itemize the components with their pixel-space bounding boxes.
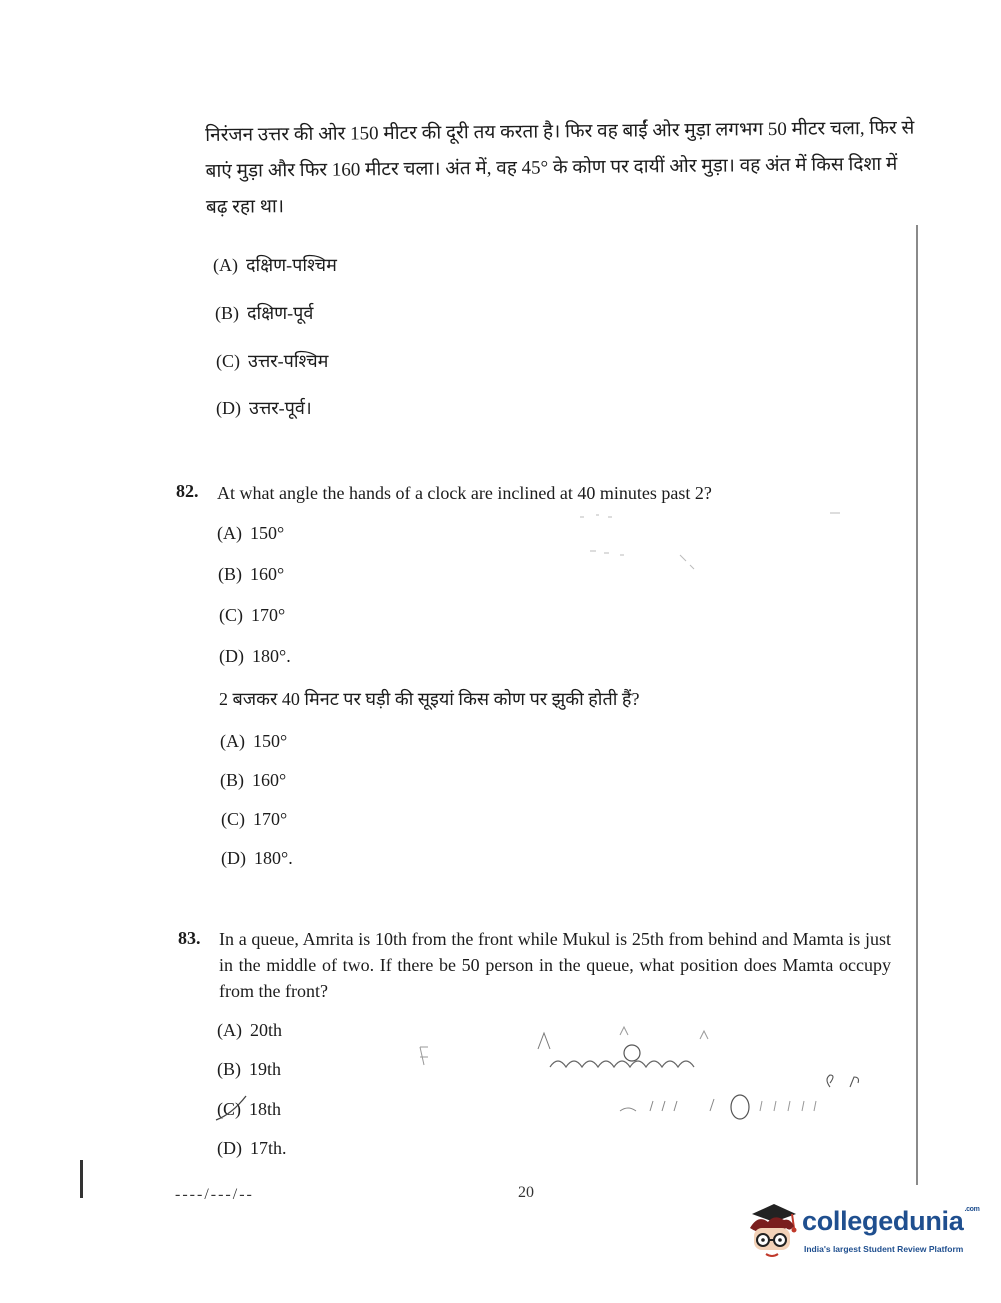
brand-suffix: .com	[964, 1206, 980, 1213]
collegedunia-watermark	[742, 1198, 980, 1264]
question-82-number: 82.	[176, 481, 199, 501]
q82-en-option-c	[219, 603, 285, 627]
answer-tick-mark	[212, 1090, 272, 1126]
option-label: (C)	[221, 809, 245, 829]
margin-rule-right	[916, 225, 918, 1185]
option-text: 170°	[251, 605, 286, 625]
option-label: (D)	[217, 1138, 242, 1158]
option-label: (A)	[217, 1020, 242, 1040]
q82-hi-option-b	[220, 768, 286, 792]
collegedunia-logo-icon	[742, 1198, 802, 1264]
question-82-text-en: At what angle the hands of a clock are inclined at 40 minutes past 2?	[217, 483, 712, 503]
option-label: (B)	[220, 770, 244, 790]
option-text: 180°.	[254, 848, 293, 868]
option-label: (B)	[218, 564, 242, 584]
option-text: दक्षिण-पश्चिम	[246, 255, 337, 275]
option-text: 150°	[250, 523, 285, 543]
brand-tagline: India's largest Student Review Platform	[804, 1244, 964, 1254]
q83-option-a	[217, 1018, 282, 1042]
option-label: (D)	[216, 398, 241, 418]
option-label: (A)	[217, 523, 242, 543]
faint-pencil-marks	[560, 505, 900, 595]
page-number: 20	[518, 1184, 534, 1201]
option-text: 17th.	[250, 1138, 287, 1158]
option-text: उत्तर-पूर्व।	[249, 398, 312, 418]
q81-option-b	[215, 301, 313, 325]
q81-option-c	[216, 349, 328, 373]
q82-hi-option-c	[221, 807, 287, 831]
question-81-text: निरंजन उत्तर की ओर 150 मीटर की दूरी तय करता है। फिर वह बाईं ओर मुड़ा लगभग 50 मीटर चला, फिर से बाएं मुड़ा और फिर 160 मीटर चला। अंत में, वह 45° के कोण पर दायीं ओर मुड़ा। वह अंत में किस दिशा में बढ़ रहा था।	[205, 117, 915, 218]
option-text: 160°	[250, 564, 285, 584]
option-text: 160°	[252, 770, 287, 790]
question-82-text-hi: 2 बजकर 40 मिनट पर घड़ी की सूइयां किस कोण पर झुकी होती हैं?	[219, 689, 640, 709]
option-label: (D)	[219, 646, 244, 666]
q83-option-d	[217, 1136, 287, 1160]
option-text: 20th	[250, 1020, 283, 1040]
q81-option-a	[213, 253, 337, 277]
footer-code: ----/---/--	[175, 1186, 254, 1203]
option-text: 180°.	[252, 646, 291, 666]
q82-en-option-d	[219, 644, 291, 668]
option-label: (D)	[221, 848, 246, 868]
option-text: 18th	[249, 1099, 282, 1119]
option-text: दक्षिण-पूर्व	[247, 303, 314, 323]
q82-hi-option-a	[220, 729, 287, 753]
question-83-number: 83.	[178, 928, 201, 948]
option-label: (C)	[216, 351, 240, 371]
option-label: (B)	[217, 1059, 241, 1079]
q82-en-option-a	[217, 521, 284, 545]
option-text: 19th	[249, 1059, 282, 1079]
option-label: (C)	[217, 1099, 241, 1119]
q83-option-b	[217, 1057, 281, 1081]
question-83-text: In a queue, Amrita is 10th from the front while Mukul is 25th from behind and Mamta is just in the middle of two. If there be 50 person in the queue, what position does Mamta occupy from the front?	[219, 929, 891, 1001]
rough-work-scribble	[410, 1015, 890, 1130]
option-text: उत्तर-पश्चिम	[248, 351, 329, 371]
q82-en-option-b	[218, 562, 284, 586]
option-label: (A)	[220, 731, 245, 751]
option-label: (C)	[219, 605, 243, 625]
option-text: 170°	[253, 809, 288, 829]
brand-name	[802, 1206, 980, 1237]
q82-hi-option-d	[221, 846, 293, 870]
option-text: 150°	[253, 731, 288, 751]
brand-name-text: collegedunia	[802, 1206, 964, 1236]
margin-rule-left	[80, 1160, 83, 1198]
q81-option-d	[216, 396, 312, 420]
option-label: (A)	[213, 255, 238, 275]
option-label: (B)	[215, 303, 239, 323]
